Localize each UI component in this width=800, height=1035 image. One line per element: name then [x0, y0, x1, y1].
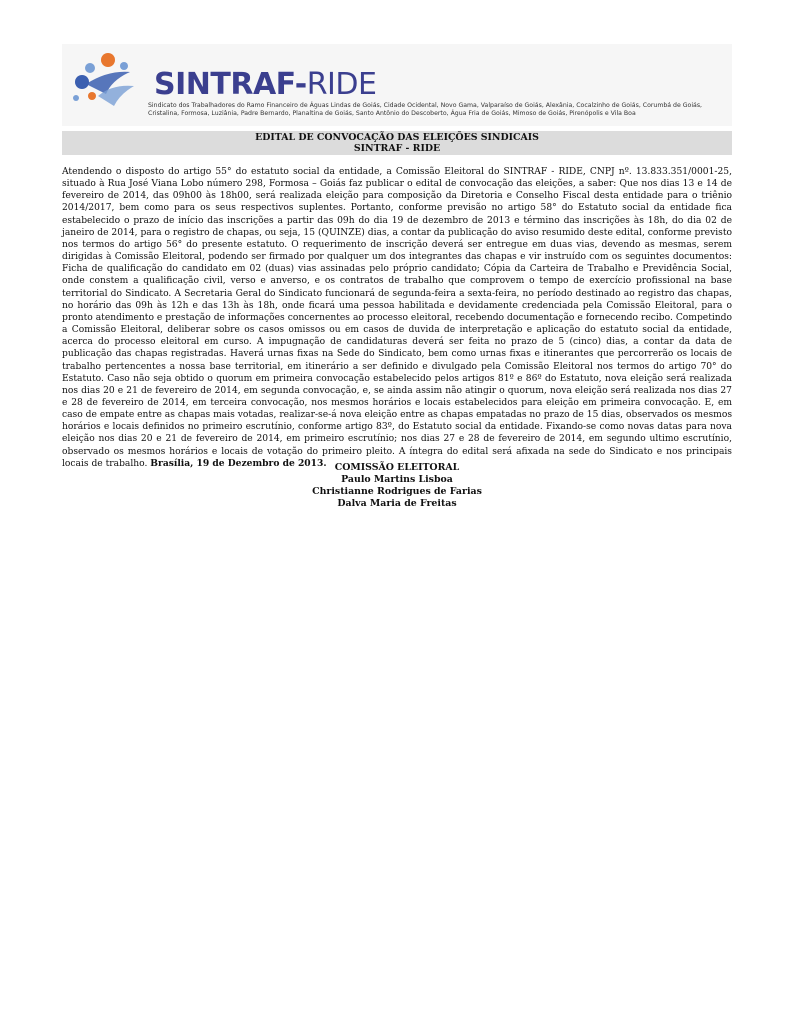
signature-member: Christianne Rodrigues de Farias [312, 486, 482, 497]
signature-heading: COMISSÃO ELEITORAL [334, 462, 460, 473]
brand-name [154, 67, 377, 102]
signature-member: Paulo Martins Lisboa [341, 474, 453, 485]
brand-tagline: Sindicato dos Trabalhadores do Ramo Financeiro de Águas Lindas de Goiás, Cidade Ocidental, Novo Gama, Valparaíso de Goiás, Alexânia, Cocalzinho de Goiás, Corumbá de Goiás, Cristalina, Formosa, Luziânia, Padre Bernardo, Planaltina de Goiás, Santo Antônio do Descoberto, Água Fria de Goiás, Mimoso de Goiás, Pirenópolis e Vila Boa [148, 102, 703, 117]
edital-body [62, 166, 732, 470]
brand-name-suffix: RIDE [306, 67, 377, 102]
sintraf-logo-icon [68, 50, 158, 122]
edital-text: Atendendo o disposto do artigo 55° do estatuto social da entidade, a Comissão Eleitoral do SINTRAF - RIDE, CNPJ nº. 13.833.351/0001-25, situado à Rua José Viana Lobo número 298, Formosa – Goiás faz publicar o edital de convocação das eleições, a saber: Que nos dias 13 e 14 de fevereiro de 2014, das 09h00 às 18h00, será realizada eleição para composição da Diretoria e Conselho Fiscal desta entidade para o triênio 2014/2017, bem como para os seus respectivos suplentes. Portanto, conforme previsão no artigo 58° do Estatuto social da entidade fica estabelecido o prazo de início das inscrições a partir das 09h do dia 19 de dezembro de 2013 e término das inscrições às 18h, do dia 02 de janeiro de 2014, para o registro de chapas, ou seja, 15 (QUINZE) dias, a contar da publicação do aviso resumido deste edital, conforme previsto nos termos do artigo 56° do presente estatuto. O requerimento de inscrição deverá ser entregue em duas vias, devendo as mesmas, serem dirigidas à Comissão Eleitoral, podendo ser firmado por qualquer um dos integrantes das chapas e vir instruído com os seguintes documentos: Ficha de qualificação do candidato em 02 (duas) vias assinadas pelo próprio candidato; Cópia da Carteira de Trabalho e Previdência Social, onde constem a qualificação civil, verso e anverso, e os contratos de trabalho que comprovem o tempo de exercício profissional na base territorial do Sindicato. A Secretaria Geral do Sindicato funcionará de segunda-feira a sexta-feira, no período destinado ao registro das chapas, no horário das 09h às 12h e das 13h às 18h, onde ficará uma pessoa habilitada e devidamente credenciada pela Comissão Eleitoral, para o pronto atendimento e prestação de informações concernentes ao processo eleitoral, recebendo documentação e fornecendo recibo. Competindo a Comissão Eleitoral, deliberar sobre os casos omissos ou em casos de duvida de interpretação e aplicação do estatuto social da entidade, acerca do processo eleitoral em curso. A impugnação de candidaturas deverá ser feita no prazo de 5 (cinco) dias, a contar da data de publicação das chapas registradas. Haverá urnas fixas na Sede do Sindicato, bem como urnas fixas e itinerantes que percorrerão os locais de trabalho pertencentes a nossa base territorial, em itinerário a ser definido e divulgado pela Comissão Eleitoral nos termos do artigo 70° do Estatuto. Caso não seja obtido o quorum em primeira convocação estabelecido pelos artigos 81º e 86º do Estatuto, nova eleição será realizada nos dias 20 e 21 de fevereiro de 2014, em segunda convocação, e, se ainda assim não atingir o quorum, nova eleição será realizada nos dias 27 e 28 de fevereiro de 2014, em terceira convocação, nos mesmos horários e locais estabelecidos para eleição em primeira convocação. E, em caso de empate entre as chapas mais votadas, realizar-se-á nova eleição entre as chapas empatadas no prazo de 15 dias, observados os mesmos horários e locais definidos no primeiro escrutínio, conforme artigo 83º, do Estatuto social da entidade. Fixando-se como novas datas para nova eleição nos dias 20 e 21 de fevereiro de 2014, em primeiro escrutínio; nos dias 27 e 28 de fevereiro de 2014, em segundo ultimo escrutínio, observado os mesmos horários e locais de votação do primeiro pleito. A íntegra do edital será afixada na sede do Sindicato e nos principais locais de trabalho. [62, 167, 732, 469]
signature-block [62, 462, 732, 510]
edital-date: Brasília, 19 de Dezembro de 2013. [150, 457, 327, 469]
brand-dash: - [294, 67, 307, 102]
document-title [62, 131, 732, 155]
brand-name-main: SINTRAF [154, 67, 295, 102]
signature-member: Dalva Maria de Freitas [337, 498, 457, 509]
letterhead [62, 44, 732, 126]
title-line-1: EDITAL DE CONVOCAÇÃO DAS ELEIÇÕES SINDICAIS [255, 132, 539, 143]
title-line-2: SINTRAF - RIDE [353, 143, 441, 154]
